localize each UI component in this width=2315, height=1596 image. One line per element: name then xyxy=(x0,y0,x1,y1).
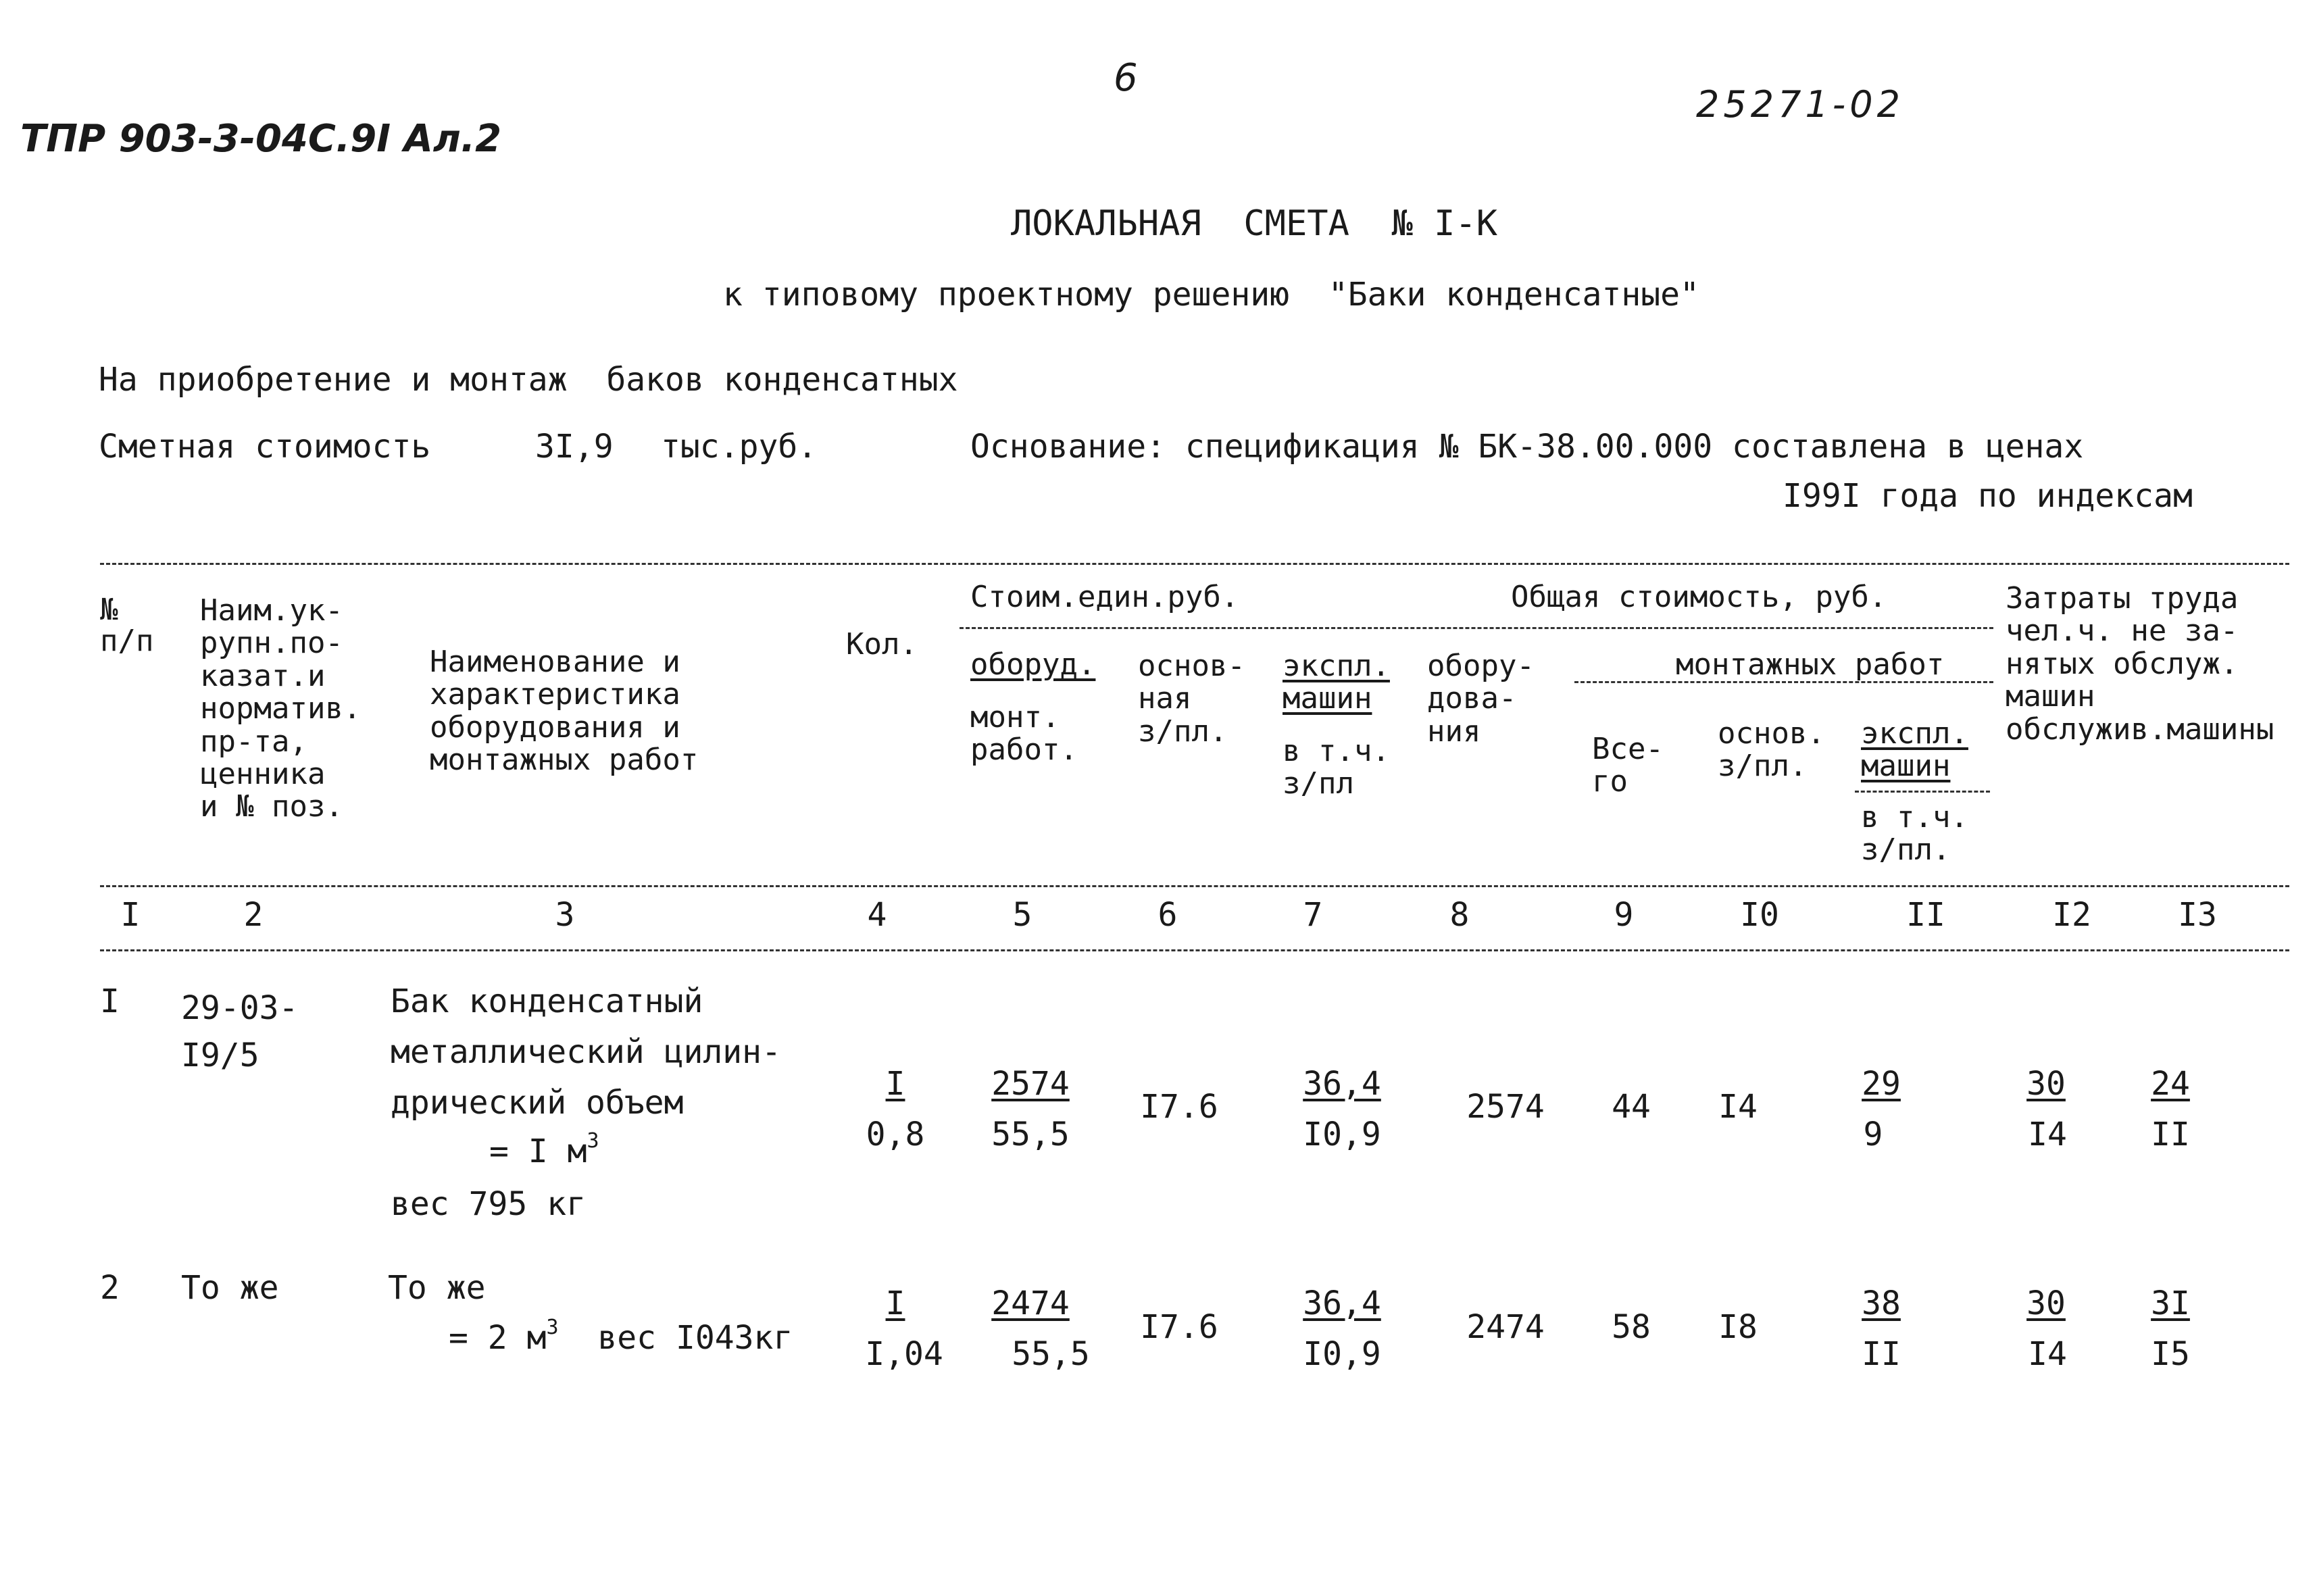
row2-col11-bottom: II xyxy=(1862,1335,1901,1373)
row1-volume xyxy=(489,1129,599,1170)
row2-col5-bottom: 55,5 xyxy=(1012,1335,1090,1373)
row1-col12-bottom: I4 xyxy=(2028,1116,2067,1153)
row1-name-line3: дрический объем xyxy=(391,1084,684,1122)
header-col2: Наим.ук- рупн.по- казат.и норматив. пр-та, ценника и № поз. xyxy=(200,593,362,824)
header-col7-top: экспл. машин xyxy=(1283,649,1390,716)
table-top-rule xyxy=(100,563,2289,565)
row2-volume-text: = 2 м xyxy=(449,1319,547,1357)
row2-col12-top: 30 xyxy=(2026,1285,2066,1322)
row1-col13-top: 24 xyxy=(2151,1065,2190,1103)
col-number-7: 7 xyxy=(1303,896,1323,934)
row1-col12-top: 30 xyxy=(2026,1065,2066,1103)
row2-code: То же xyxy=(181,1269,279,1307)
purpose-line: На приобретение и монтаж баков конденсатных xyxy=(99,361,958,399)
col-number-2: 2 xyxy=(243,896,264,934)
col-number-9: 9 xyxy=(1614,896,1634,934)
row1-col5-top: 2574 xyxy=(991,1065,1070,1103)
row1-num: I xyxy=(100,982,120,1020)
col-number-1: I xyxy=(120,896,141,934)
col-number-6: 6 xyxy=(1158,896,1178,934)
document-code-right: 25271-02 xyxy=(1696,83,1904,126)
row1-code: 29-03- I9/5 xyxy=(181,989,299,1074)
col-number-10: I0 xyxy=(1740,896,1779,934)
col-number-13: I3 xyxy=(2178,896,2217,934)
header-col11-top: экспл. машин xyxy=(1861,716,1968,784)
header-bottom-rule xyxy=(100,885,2289,887)
basis-line-2: I99I года по индексам xyxy=(1783,477,2193,515)
row2-col7-bottom: I0,9 xyxy=(1303,1335,1381,1373)
row1-col7-bottom: I0,9 xyxy=(1303,1116,1381,1153)
header-col10: основ. з/пл. xyxy=(1718,716,1825,784)
row2-volume xyxy=(449,1316,793,1357)
row2-num: 2 xyxy=(100,1269,120,1307)
header-col9: Все- го xyxy=(1592,732,1664,799)
row1-weight: вес 795 кг xyxy=(391,1185,586,1223)
header-col4: Кол. xyxy=(846,627,918,662)
header-group-rule xyxy=(960,627,1993,629)
col-number-5: 5 xyxy=(1012,896,1032,934)
row1-name-line1: Бак конденсатный xyxy=(391,982,703,1020)
row2-col12-bottom: I4 xyxy=(2028,1335,2067,1373)
header-col1: № п/п xyxy=(100,593,154,659)
header-col7-bottom: в т.ч. з/пл xyxy=(1283,734,1390,801)
row2-qty-bottom: I,04 xyxy=(865,1335,943,1373)
row1-col8: 2574 xyxy=(1466,1088,1545,1126)
header-group-labor: Затраты труда чел.ч. не за- нятых обслуж. машин обслужив.машины xyxy=(2006,581,2274,747)
row1-qty-bottom: 0,8 xyxy=(866,1116,925,1153)
row1-volume-sup: 3 xyxy=(587,1129,599,1153)
row2-qty-top: I xyxy=(885,1285,905,1322)
row1-name-line2: металлический цилин- xyxy=(391,1033,781,1071)
header-col3: Наименование и характеристика оборудования и монтажных работ xyxy=(430,645,699,778)
row1-col6: I7.6 xyxy=(1140,1088,1218,1126)
header-group-total: Общая стоимость, руб. xyxy=(1511,580,1887,614)
row1-qty-top: I xyxy=(885,1065,905,1103)
row1-col10: I4 xyxy=(1718,1088,1758,1126)
row2-col9: 58 xyxy=(1612,1308,1651,1346)
col-number-8: 8 xyxy=(1449,896,1470,934)
row2-col8: 2474 xyxy=(1466,1308,1545,1346)
row2-col5-top: 2474 xyxy=(991,1285,1070,1322)
row1-col11-bottom: 9 xyxy=(1863,1116,1883,1153)
row2-col10: I8 xyxy=(1718,1308,1758,1346)
header-montazh: монтажных работ xyxy=(1676,647,1945,682)
cost-value: 3I,9 xyxy=(535,428,614,466)
header-col11-bottom: в т.ч. з/пл. xyxy=(1861,800,1968,868)
header-group-unit: Стоим.един.руб. xyxy=(970,580,1239,614)
row1-col7-top: 36,4 xyxy=(1303,1065,1381,1103)
document-subtitle: к типовому проектному решению "Баки конденсатные" xyxy=(723,276,1699,314)
row1-col11-top: 29 xyxy=(1862,1065,1901,1103)
row2-name-line1: То же xyxy=(388,1269,486,1307)
document-code-left: ТПР 903-3-04С.9I Ал.2 xyxy=(20,117,502,161)
row2-col13-top: 3I xyxy=(2151,1285,2190,1322)
basis-line-1: Основание: спецификация № БК-38.00.000 составлена в ценах xyxy=(970,428,2084,466)
document-title: ЛОКАЛЬНАЯ СМЕТА № I-К xyxy=(1011,203,1498,244)
cost-unit: тыс.руб. xyxy=(661,428,818,466)
header-col8: обору- дова- ния xyxy=(1427,649,1535,749)
row1-col9: 44 xyxy=(1612,1088,1651,1126)
row2-col6: I7.6 xyxy=(1140,1308,1218,1346)
header-subgroup-rule-2 xyxy=(1855,791,1990,793)
row1-col5-bottom: 55,5 xyxy=(991,1116,1070,1153)
col-number-12: I2 xyxy=(2052,896,2091,934)
row2-volume-sup: 3 xyxy=(546,1316,559,1339)
row2-col7-top: 36,4 xyxy=(1303,1285,1381,1322)
row2-col13-bottom: I5 xyxy=(2151,1335,2190,1373)
col-number-3: 3 xyxy=(555,896,575,934)
header-col5-top: оборуд. xyxy=(970,647,1096,682)
header-col6: основ- ная з/пл. xyxy=(1138,649,1245,749)
header-col5-bottom: монт. работ. xyxy=(970,700,1078,768)
row1-volume-text: = I м xyxy=(489,1132,587,1170)
col-numbers-rule xyxy=(100,949,2289,951)
row2-weight: вес I043кг xyxy=(597,1319,793,1357)
cost-label: Сметная стоимость xyxy=(99,428,431,466)
col-number-4: 4 xyxy=(867,896,887,934)
col-number-11: II xyxy=(1906,896,1945,934)
row2-col11-top: 38 xyxy=(1862,1285,1901,1322)
page-number: 6 xyxy=(1114,56,1138,100)
row1-col13-bottom: II xyxy=(2151,1116,2190,1153)
